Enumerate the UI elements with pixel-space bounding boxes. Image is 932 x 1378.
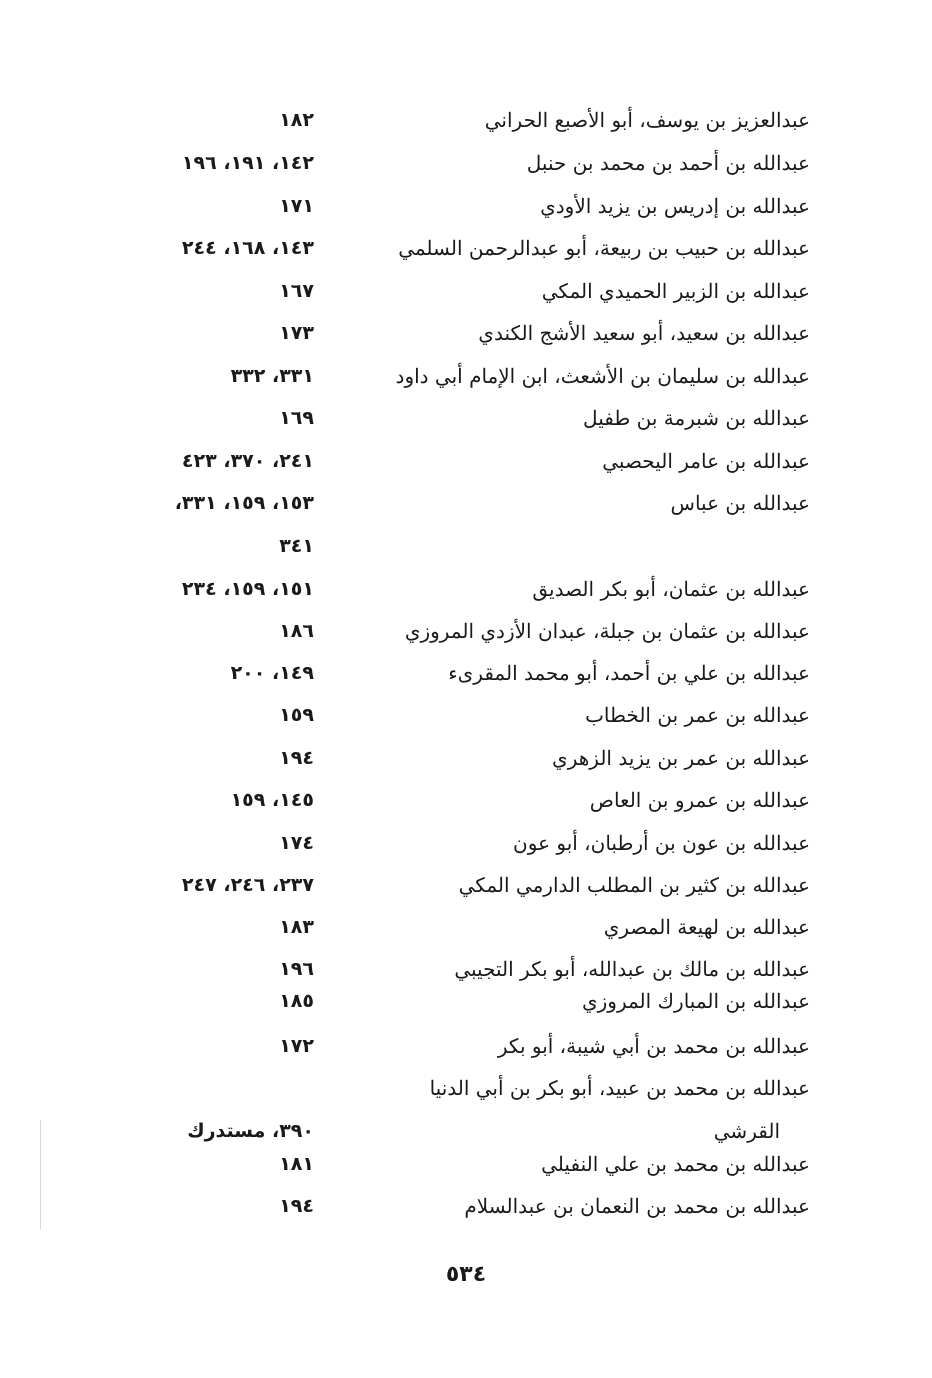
entry-pages: ١٧٢ [279,1035,314,1057]
index-entry [0,1188,932,1224]
entry-pages: ١٥١، ١٥٩، ٢٣٤ [181,578,314,600]
entry-pages: ١٩٤ [279,1195,314,1217]
index-entry [0,145,932,181]
entry-pages: ٣٣١، ٣٣٢ [230,365,314,387]
entry-name: عبدالله بن الزبير الحميدي المكي [541,279,810,303]
entry-name: عبدالله بن محمد بن علي النفيلي [541,1152,810,1176]
entry-pages: ١٩٤ [279,747,314,769]
entry-pages: ٣٤١ [279,535,314,557]
entry-pages: ١٧١ [279,195,314,217]
entry-pages: ٢٣٧، ٢٤٦، ٢٤٧ [181,874,314,896]
index-entry [0,740,932,776]
index-entry [0,443,932,479]
entry-name: عبدالله بن عثمان، أبو بكر الصديق [532,577,810,601]
index-entry [0,1146,932,1182]
index-entry [0,571,932,607]
entry-name: عبدالله بن إدريس بن يزيد الأودي [540,194,810,218]
entry-name: عبدالله بن عون بن أرطبان، أبو عون [513,831,810,855]
entry-name: عبدالله بن محمد بن أبي شيبة، أبو بكر [497,1034,810,1058]
index-entry [0,485,932,521]
entry-pages: ١٦٩ [279,407,314,429]
index-entry [0,951,932,987]
entry-name: عبدالله بن عثمان بن جبلة، عبدان الأزدي المروزي [404,619,810,643]
index-entry-continuation [0,1113,932,1149]
entry-pages: ١٦٧ [279,280,314,302]
index-entry [0,315,932,351]
index-entry [0,697,932,733]
entry-pages: ١٨٢ [279,109,314,131]
entry-name: عبدالله بن أحمد بن محمد بن حنبل [526,151,810,175]
index-entry [0,400,932,436]
entry-name: عبدالله بن عمر بن يزيد الزهري [552,746,810,770]
index-entry [0,102,932,138]
index-entry [0,782,932,818]
index-entry [0,909,932,945]
entry-name: عبدالله بن سليمان بن الأشعث، ابن الإمام أبي داود [395,364,810,388]
page-number: ٥٣٤ [445,1262,487,1287]
entry-name: عبدالله بن عمر بن الخطاب [585,703,810,727]
index-entry [0,230,932,266]
entry-pages: ١٤٥، ١٥٩ [230,789,314,811]
entry-pages: ١٤٩، ٢٠٠ [230,662,314,684]
index-entry-continuation [0,528,932,564]
index-entry [0,867,932,903]
entry-pages: ٢٤١، ٣٧٠، ٤٢٣ [181,450,314,472]
entry-pages: ١٨٣ [279,916,314,938]
entry-name: عبدالله بن مالك بن عبدالله، أبو بكر التجيبي [454,957,810,981]
entry-name: القرشي [713,1119,780,1143]
index-entry [0,1028,932,1064]
entry-pages: ١٤٢، ١٩١، ١٩٦ [181,152,314,174]
index-entry [0,273,932,309]
entry-name: عبدالله بن المبارك المروزي [581,989,810,1013]
index-entry [0,358,932,394]
index-entry [0,983,932,1019]
entry-pages: ١٥٩ [279,704,314,726]
entry-pages: ١٤٣، ١٦٨، ٢٤٤ [181,237,314,259]
margin-rule [40,1120,41,1230]
entry-pages: ١٧٣ [279,322,314,344]
entry-pages: ١٨٦ [279,620,314,642]
entry-name: عبدالعزيز بن يوسف، أبو الأصبع الحراني [484,108,810,132]
entry-pages: ١٥٣، ١٥٩، ٣٣١، [174,492,314,514]
entry-pages: ٣٩٠، مستدرك [187,1120,314,1142]
index-entry [0,655,932,691]
index-entry [0,825,932,861]
index-entry [0,188,932,224]
entry-name: عبدالله بن لهيعة المصري [603,915,810,939]
entry-name: عبدالله بن محمد بن عبيد، أبو بكر بن أبي الدنيا [429,1076,810,1100]
entry-name: عبدالله بن محمد بن النعمان بن عبدالسلام [464,1194,810,1218]
entry-name: عبدالله بن عباس [670,491,810,515]
entry-name: عبدالله بن علي بن أحمد، أبو محمد المقرىء [448,661,810,685]
entry-name: عبدالله بن كثير بن المطلب الدارمي المكي [458,873,810,897]
entry-name: عبدالله بن عامر اليحصبي [602,449,810,473]
entry-name: عبدالله بن سعيد، أبو سعيد الأشج الكندي [478,321,810,345]
entry-name: عبدالله بن عمرو بن العاص [589,788,810,812]
entry-pages: ١٨١ [279,1153,314,1175]
entry-name: عبدالله بن حبيب بن ربيعة، أبو عبدالرحمن السلمي [398,236,810,260]
index-entry [0,613,932,649]
index-entry [0,1070,932,1106]
entry-name: عبدالله بن شبرمة بن طفيل [583,406,810,430]
entry-pages: ١٨٥ [279,990,314,1012]
entry-pages: ١٩٦ [279,958,314,980]
entry-pages: ١٧٤ [279,832,314,854]
